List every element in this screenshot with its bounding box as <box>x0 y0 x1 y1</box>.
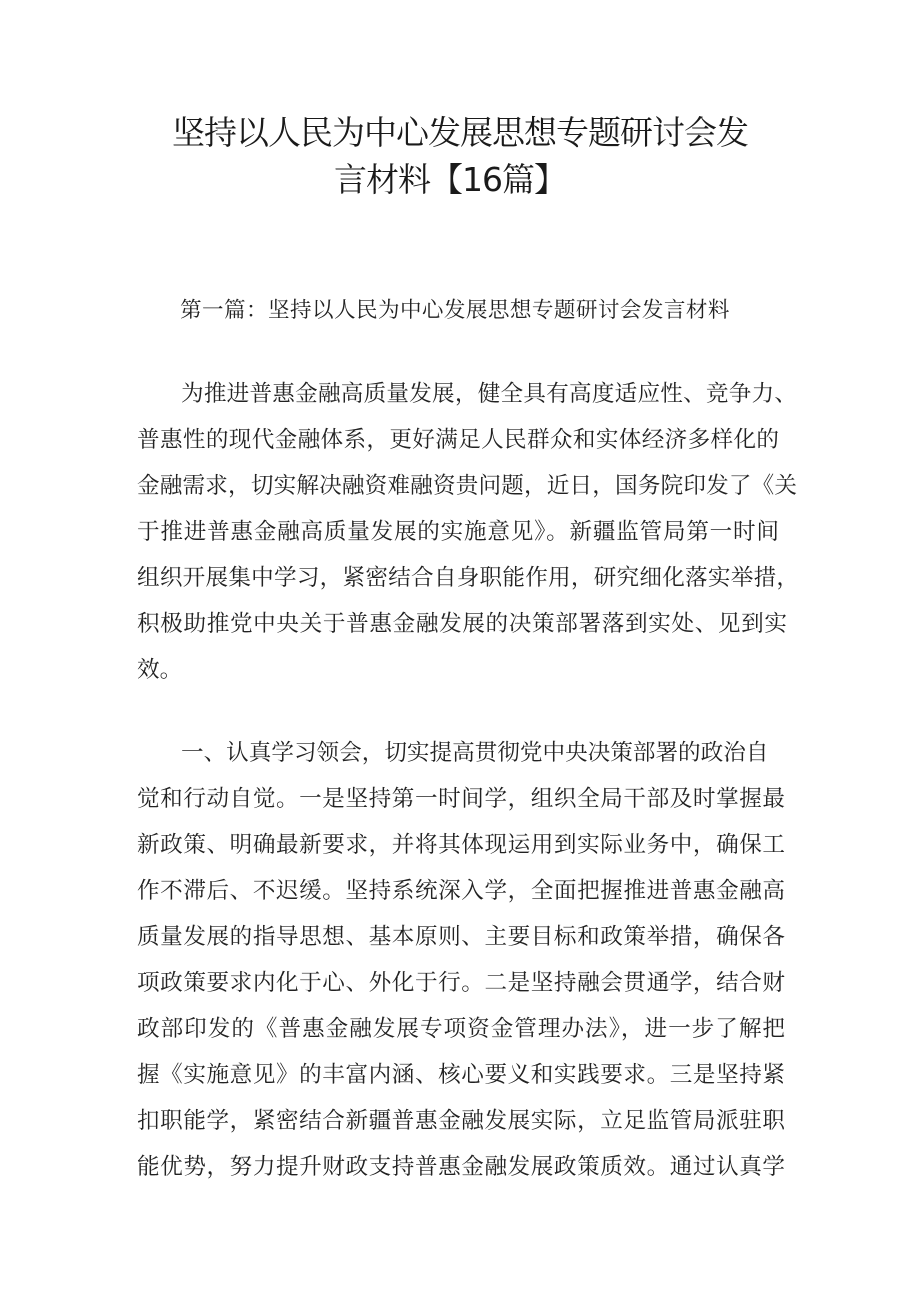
paragraph-2-line: 质量发展的指导思想、基本原则、主要目标和政策举措，确保各 <box>137 924 785 950</box>
paragraph-1-line: 普惠性的现代金融体系，更好满足人民群众和实体经济多样化的 <box>137 427 779 453</box>
document-title-line-1: 坚持以人民为中心发展思想专题研讨会发 <box>172 113 748 152</box>
paragraph-2-line: 觉和行动自觉。一是坚持第一时间学，组织全局干部及时掌握最 <box>137 786 785 812</box>
paragraph-1-line: 金融需求，切实解决融资难融资贵问题，近日，国务院印发了《关 <box>137 473 797 499</box>
paragraph-1-line: 积极助推党中央关于普惠金融发展的决策部署落到实处、见到实 <box>137 611 787 637</box>
paragraph-1-line: 效。 <box>137 657 183 683</box>
paragraph-1-line: 于推进普惠金融高质量发展的实施意见》。新疆监管局第一时间 <box>137 519 779 545</box>
paragraph-2-line: 项政策要求内化于心、外化于行。二是坚持融会贯通学，结合财 <box>137 970 785 996</box>
paragraph-1-line: 为推进普惠金融高质量发展，健全具有高度适应性、竞争力、 <box>181 381 797 407</box>
paragraph-2-line: 握《实施意见》的丰富内涵、核心要义和实践要求。三是坚持紧 <box>137 1062 785 1088</box>
paragraph-2-line: 扣职能学，紧密结合新疆普惠金融发展实际，立足监管局派驻职 <box>137 1108 785 1134</box>
document-title-line-2: 言材料【16篇】 <box>334 160 566 199</box>
paragraph-1-line: 组织开展集中学习，紧密结合自身职能作用，研究细化落实举措， <box>137 565 799 591</box>
paragraph-2-line: 作不滞后、不迟缓。坚持系统深入学，全面把握推进普惠金融高 <box>137 878 785 904</box>
paragraph-2-line: 政部印发的《普惠金融发展专项资金管理办法》，进一步了解把 <box>137 1016 785 1042</box>
paragraph-2-line: 能优势，努力提升财政支持普惠金融发展政策质效。通过认真学 <box>137 1154 785 1180</box>
paragraph-2-line: 新政策、明确最新要求，并将其体现运用到实际业务中，确保工 <box>137 832 785 858</box>
section-subtitle: 第一篇：坚持以人民为中心发展思想专题研讨会发言材料 <box>180 298 730 323</box>
paragraph-2-line: 一、认真学习领会，切实提高贯彻党中央决策部署的政治自 <box>181 740 769 766</box>
